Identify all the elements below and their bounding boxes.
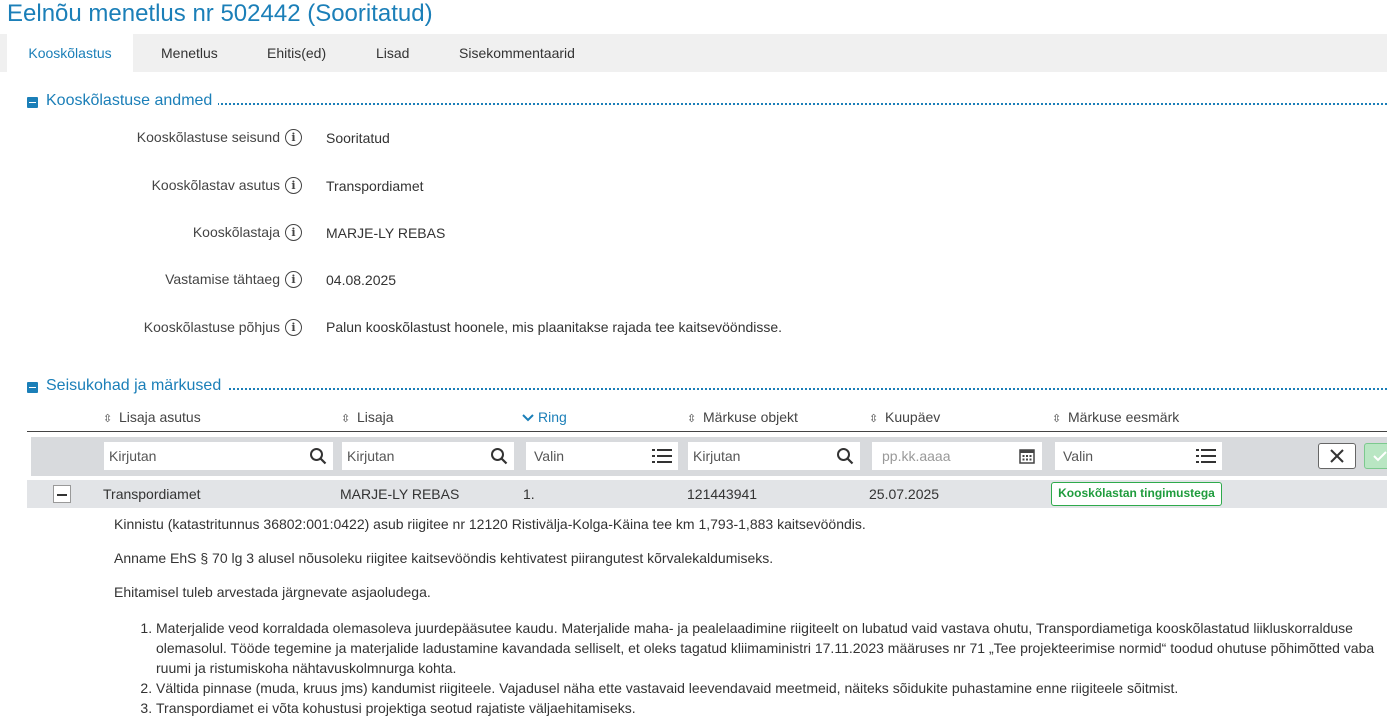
section-header-andmed [27,92,1387,112]
column-header-objekt[interactable] [687,409,798,425]
column-header-eesmark[interactable] [1052,409,1179,425]
field-label-kooskolastaja: Kooskõlastaja [192,224,280,240]
filter-placeholder: pp.kk.aaaa [882,448,951,464]
column-header-kuupaev[interactable] [869,409,940,425]
info-icon[interactable]: i [285,271,302,288]
section-divider [46,103,1387,105]
field-value-seisund: Sooritatud [326,130,390,146]
cell-lisaja: MARJE-LY REBAS [340,486,460,502]
section-header-seisukohad [27,377,1387,397]
filter-objekt-input[interactable] [688,442,860,470]
field-label-pohjus: Kooskõlastuse põhjus [143,319,280,335]
section-title: Seisukohad ja märkused [46,377,227,395]
field-value-pohjus: Palun kooskõlastust hoonele, mis plaanitakse rajada tee kaitsevööndisse. [326,319,783,335]
filter-lisaja-asutus-input[interactable] [104,442,333,470]
column-label: Märkuse eesmärk [1068,409,1180,425]
tab-ehitised[interactable]: Ehitis(ed) [267,45,327,61]
info-icon[interactable]: i [285,129,302,146]
sort-icon: ⇳ [687,413,697,425]
collapse-icon[interactable] [27,97,38,108]
row-collapse-button[interactable] [53,485,71,503]
column-label: Ring [538,409,567,425]
column-label: Lisaja [357,409,394,425]
sort-icon: ⇳ [341,413,351,425]
calendar-icon[interactable] [1018,447,1036,465]
column-label: Lisaja asutus [119,409,201,425]
column-header-lisaja[interactable] [341,409,394,425]
cell-objekt: 121443941 [687,486,758,502]
section-title: Kooskõlastuse andmed [46,92,218,110]
filter-lisaja-input[interactable] [342,442,514,470]
sort-icon: ⇳ [1052,413,1062,425]
info-icon[interactable]: i [285,224,302,241]
sort-icon: ⇳ [103,413,113,425]
filter-placeholder: Kirjutan [693,448,741,464]
filter-ring-select[interactable] [526,442,678,470]
search-icon [309,447,327,465]
filter-placeholder: Kirjutan [347,448,395,464]
close-icon [1319,444,1355,468]
check-icon [1365,444,1387,468]
field-value-asutus: Transpordiamet [326,178,424,194]
list-icon [1196,447,1216,465]
tab-sisekommentaarid[interactable]: Sisekommentaarid [459,45,575,61]
tab-bar [0,34,1387,72]
header-divider [27,431,1387,432]
field-value-tahtaeg: 04.08.2025 [326,272,397,288]
search-icon [490,447,508,465]
column-header-lisaja-asutus[interactable] [103,409,201,425]
filter-placeholder: Kirjutan [109,448,157,464]
cell-kuupaev: 25.07.2025 [869,486,940,502]
filter-kuupaev-input[interactable] [872,442,1042,470]
column-label: Kuupäev [885,409,941,425]
tab-menetlus[interactable]: Menetlus [161,45,218,61]
search-icon [836,447,854,465]
column-header-ring[interactable] [522,409,567,425]
field-value-kooskolastaja: MARJE-LY REBAS [326,225,446,241]
field-label-tahtaeg: Vastamise tähtaeg [165,271,280,287]
status-badge: Kooskõlastan tingimustega [1051,482,1222,506]
list-item: 1. Materjalide veod korraldada olemasoleva juurdepääsutee kaudu. Materjalide maha- ja pealelaadimine riigiteelt on lubatud vaid vastava ohutu, Transpordiametiga kooskõlastatud liikluskorralduse olemasolul. Tööde tegemine ja materjalide ladustamine kavandada selliselt, et oleks tagatud kliimaministri 17.11.2023 määruses nr 71 „Tee projekteerimise normid“ toodud ohutuse põhimõtted vaba ruumi ja ristumiskoha nähtavuskolmnurga kohta. [156,618,1387,678]
page-title: Eelnõu menetlus nr 502442 (Sooritatud) [7,0,433,27]
remark-paragraph: Kinnistu (katastritunnus 36802:001:0422) asub riigitee nr 12120 Ristivälja-Kolga-Käina tee km 1,793-1,883 kaitsevööndis. [114,516,866,532]
chevron-down-icon [522,413,534,425]
field-label-asutus: Kooskõlastav asutus [151,177,280,193]
cell-ring: 1. [523,486,535,502]
info-icon[interactable]: i [285,319,302,336]
sort-icon: ⇳ [869,413,879,425]
list-item: 2. Vältida pinnase (muda, kruus jms) kandumist riigiteele. Vajadusel näha ette vastavaid leevendavaid meetmeid, näiteks sõidukite puhastamine enne riigiteele sõitmist. [156,678,1387,698]
remark-list [136,618,1387,718]
filter-eesmark-select[interactable] [1055,442,1222,470]
remark-paragraph: Anname EhS § 70 lg 3 alusel nõusoleku riigitee kaitsevööndis kehtivatest piirangutest kõrvalekaldumiseks. [114,550,774,566]
remark-paragraph: Ehitamisel tuleb arvestada järgnevate asjaoludega. [114,584,431,600]
cell-lisaja-asutus: Transpordiamet [103,486,201,502]
info-icon[interactable]: i [285,177,302,194]
list-icon [652,447,672,465]
field-label-seisund: Kooskõlastuse seisund [136,129,280,145]
tab-kooskolastus[interactable]: Kooskõlastus [7,34,133,72]
collapse-icon[interactable] [27,382,38,393]
column-label: Märkuse objekt [703,409,798,425]
apply-filters-button[interactable] [1364,443,1387,469]
list-item: 3. Transpordiamet ei võta kohustusi projektiga seotud rajatiste väljaehitamiseks. [156,698,1387,718]
clear-filters-button[interactable] [1318,443,1356,469]
section-divider [46,388,1387,390]
filter-placeholder: Valin [534,448,565,464]
filter-placeholder: Valin [1063,448,1094,464]
tab-lisad[interactable]: Lisad [376,45,410,61]
